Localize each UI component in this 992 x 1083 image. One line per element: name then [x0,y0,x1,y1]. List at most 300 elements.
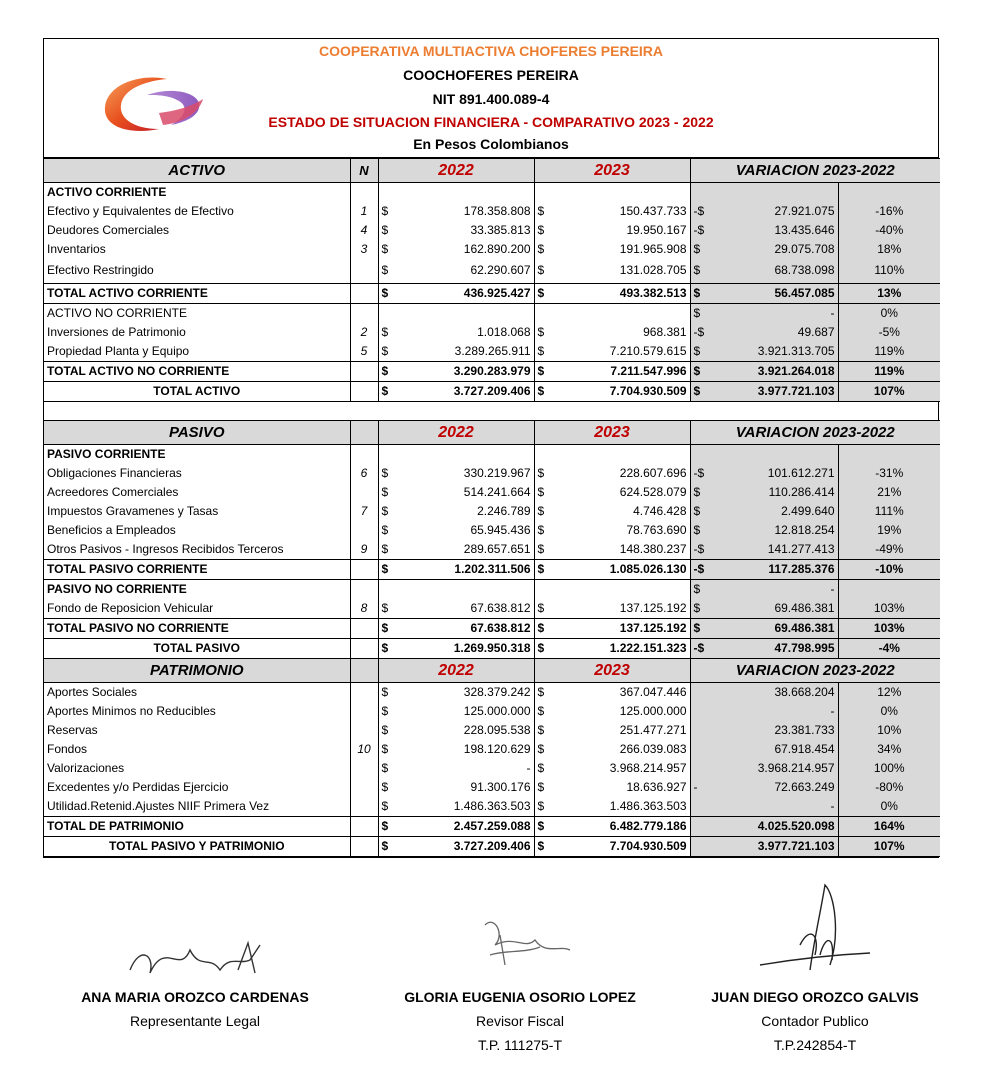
variation-percent: -16% [838,202,940,221]
currency-sign: $ [378,259,392,283]
value-2023: 493.382.513 [548,283,690,303]
signer-name: ANA MARIA OROZCO CARDENAS [81,989,309,1005]
variation-value: 67.918.454 [704,740,838,759]
variation-percent: 0% [838,702,940,721]
row-label: ACTIVO NO CORRIENTE [47,305,188,320]
note-number [350,836,378,856]
value-2023: 7.704.930.509 [548,836,690,856]
currency-sign: $ [378,342,392,362]
variation-value: 3.977.721.103 [704,381,838,401]
currency-sign: $ [378,502,392,521]
table-row [44,797,940,817]
signer-role: Representante Legal [130,1013,260,1029]
currency-sign: $ [378,759,392,778]
variation-percent: 119% [838,342,940,362]
row-label: Fondo de Reposicion Vehicular [47,600,214,615]
currency-sign: $ [690,303,704,323]
row-label: Inversiones de Patrimonio [47,324,186,339]
note-number: 9 [350,540,378,560]
note-number: 7 [350,502,378,521]
variation-value: 68.738.098 [704,259,838,283]
variation-value: 56.457.085 [704,283,838,303]
row-label: TOTAL ACTIVO [44,381,350,401]
value-2022: 436.925.427 [392,283,534,303]
org-name: COOPERATIVA MULTIACTIVA CHOFERES PEREIRA [318,43,664,59]
table-row [44,559,940,579]
currency-sign: $ [378,721,392,740]
value-2022: 514.241.664 [463,484,531,499]
table-row [44,521,940,540]
currency-sign: $ [690,283,704,303]
currency-sign: $ [378,702,392,721]
currency-sign: -$ [690,540,704,560]
variation-percent: -10% [838,559,940,579]
note-number [350,618,378,638]
note-number [350,283,378,303]
note-number [350,183,378,203]
variation-percent: 119% [838,361,940,381]
currency-sign: $ [534,483,548,502]
value-2022: 3.289.265.911 [454,343,531,358]
section-header-row [44,658,940,682]
section-title: PASIVO [44,420,350,444]
value-2022: 3.727.209.406 [392,836,534,856]
signature-block-legal-rep [60,915,330,1033]
value-2022: 2.457.259.088 [392,816,534,836]
table-row [44,381,940,401]
variation-header: VARIACION 2023-2022 [690,658,940,682]
currency-sign: $ [534,221,548,240]
value-2023: 18.636.927 [626,779,687,794]
table-row [44,444,940,464]
row-label: Aportes Sociales [47,684,138,699]
variation-value: 3.921.313.705 [704,342,838,362]
currency-sign: $ [378,381,392,401]
note-number [350,816,378,836]
currency-sign: $ [534,778,548,797]
table-row [44,816,940,836]
note-number [350,303,378,323]
currency-sign: $ [534,464,548,483]
currency-sign: $ [690,502,704,521]
value-2022: 65.945.436 [470,522,531,537]
value-2023: 7.211.547.996 [548,361,690,381]
value-2022: 1.018.068 [477,324,531,339]
variation-value: 13.435.646 [704,221,838,240]
row-label: TOTAL DE PATRIMONIO [44,816,350,836]
variation-percent: 19% [838,521,940,540]
currency-sign [690,702,704,721]
currency-sign: $ [690,618,704,638]
value-2023: 4.746.428 [633,503,687,518]
currency-sign: $ [378,599,392,619]
row-label: PASIVO NO CORRIENTE [47,581,187,596]
value-2022: 3.727.209.406 [392,381,534,401]
table-row [44,702,940,721]
row-label: Aportes Minimos no Reducibles [47,703,216,718]
currency-sign: -$ [690,221,704,240]
variation-percent: 13% [838,283,940,303]
org-short-name: COOCHOFERES PEREIRA [403,67,579,83]
note-number: 4 [350,221,378,240]
variation-percent: 34% [838,740,940,759]
row-label: Valorizaciones [47,760,125,775]
currency-sign: - [690,778,704,797]
currency-sign: $ [534,816,548,836]
section-title: ACTIVO [44,159,350,183]
currency-sign [690,816,704,836]
currency-sign: $ [378,740,392,759]
value-2022: 289.657.651 [463,541,531,556]
value-2022 [392,303,534,323]
variation-percent: 110% [838,259,940,283]
currency-sign: $ [534,502,548,521]
currency-sign: $ [690,342,704,362]
note-number: 1 [350,202,378,221]
value-2022: 1.486.363.503 [453,798,531,813]
currency-sign: $ [378,283,392,303]
currency-sign: $ [378,221,392,240]
table-row [44,303,940,323]
row-label: Beneficios a Empleados [47,522,176,537]
row-label: TOTAL ACTIVO CORRIENTE [44,283,350,303]
variation-value: - [704,702,838,721]
currency-sign: $ [690,381,704,401]
signer-role: Revisor Fiscal [476,1013,564,1029]
value-2023: 367.047.446 [619,684,687,699]
value-2022: 3.290.283.979 [392,361,534,381]
currency-sign: $ [378,836,392,856]
value-2023: 1.222.151.323 [548,638,690,658]
section-title: PATRIMONIO [44,658,350,682]
value-2023: 148.380.237 [619,541,687,556]
table-row [44,721,940,740]
currency-sign: $ [534,599,548,619]
table-row [44,361,940,381]
table-row [44,221,940,240]
row-label: Utilidad.Retenid.Ajustes NIIF Primera Vez [47,798,270,813]
row-label: Inventarios [47,242,106,256]
note-number: 10 [350,682,378,816]
value-2022: 228.095.538 [463,722,531,737]
currency-sign: $ [534,638,548,658]
note-number [350,579,378,599]
variation-percent: -40% [838,221,940,240]
currency-sign [378,303,392,323]
value-2022: 91.300.176 [470,779,531,794]
year-2023-header: 2023 [534,420,690,444]
currency-sign: -$ [690,464,704,483]
variation-value: 3.921.264.018 [704,361,838,381]
year-2022-header: 2022 [378,658,534,682]
note-column-header [350,658,378,682]
row-label: Fondos [47,741,88,756]
variation-percent: 0% [838,303,940,323]
currency-sign: $ [378,682,392,702]
value-2022: 198.120.629 [463,741,531,756]
signer-license: T.P.242854-T [773,1037,857,1053]
value-2023: 131.028.705 [619,263,687,278]
variation-percent: 100% [838,759,940,778]
variation-value: 49.687 [704,323,838,342]
variation-percent: -5% [838,323,940,342]
currency-sign: $ [378,521,392,540]
variation-value: 2.499.640 [704,502,838,521]
currency-sign: $ [534,682,548,702]
currency-sign: $ [690,521,704,540]
financial-statement-sheet [43,38,939,858]
value-2023: 968.381 [643,324,687,339]
value-2023: 137.125.192 [548,618,690,638]
currency-sign [534,303,548,323]
row-label: Deudores Comerciales [47,223,170,237]
table-row [44,638,940,658]
value-2023: 125.000.000 [619,703,687,718]
value-2023 [548,303,690,323]
note-column-header: N [350,159,378,183]
variation-value: 3.977.721.103 [704,836,838,856]
value-2022: 67.638.812 [392,618,534,638]
variation-percent: 111% [838,502,940,521]
note-number: 6 [350,464,378,483]
currency-sign: -$ [690,559,704,579]
currency-sign: $ [378,361,392,381]
value-2023: 6.482.779.186 [548,816,690,836]
row-label: TOTAL PASIVO NO CORRIENTE [44,618,350,638]
table-row [44,579,940,599]
currency-sign [690,836,704,856]
table-row [44,836,940,856]
currency-sign: $ [534,702,548,721]
variation-percent: 107% [838,836,940,856]
section-header-row [44,159,940,183]
variation-percent: 164% [838,816,940,836]
value-2023: 191.965.908 [619,242,687,256]
table-row [44,240,940,259]
variation-value: - [704,579,838,599]
variation-value: 12.818.254 [704,521,838,540]
currency-sign [690,797,704,817]
value-2023: 266.039.083 [619,741,687,756]
variation-header: VARIACION 2023-2022 [690,420,940,444]
variation-value: 47.798.995 [704,638,838,658]
variation-value: 69.486.381 [704,599,838,619]
signature-block-auditor [385,905,655,1057]
table-row [44,599,940,619]
report-header [44,39,938,158]
variation-header: VARIACION 2023-2022 [690,159,940,183]
value-2022: 62.290.607 [470,263,531,278]
value-2022: 67.638.812 [470,600,531,615]
note-column-header [350,420,378,444]
row-label: Propiedad Planta y Equipo [47,343,190,358]
currency-sign: $ [534,361,548,381]
note-number [350,483,378,502]
table-row [44,323,940,342]
handwritten-signature-icon [740,875,890,985]
note-number [350,444,378,464]
currency-sign: -$ [690,638,704,658]
row-label: TOTAL ACTIVO NO CORRIENTE [44,361,350,381]
currency-sign: $ [534,618,548,638]
handwritten-signature-icon [445,905,595,985]
variation-value: 27.921.075 [704,202,838,221]
currency-sign: $ [378,638,392,658]
currency-sign: $ [534,721,548,740]
variation-percent: 12% [838,682,940,702]
value-2022: 328.379.242 [463,684,531,699]
currency-sign: $ [378,540,392,560]
note-number [350,521,378,540]
row-label: Reservas [47,722,98,737]
currency-sign [690,740,704,759]
value-2023: 3.968.214.957 [609,760,687,775]
currency-sign: $ [534,381,548,401]
table-row [44,540,940,560]
currency-sign: $ [378,559,392,579]
year-2022-header: 2022 [378,159,534,183]
currency-sign: $ [690,483,704,502]
currency-sign [690,721,704,740]
table-row [44,483,940,502]
value-2023: 137.125.192 [619,600,687,615]
row-label: Excedentes y/o Perdidas Ejercicio [47,779,229,794]
signer-role: Contador Publico [761,1013,869,1029]
variation-percent: 21% [838,483,940,502]
value-2023: 228.607.696 [619,465,687,480]
value-2022: - [526,760,531,775]
table-row [44,740,940,759]
currency-sign: $ [378,202,392,221]
value-2023: 19.950.167 [626,223,687,237]
value-2023: 7.210.579.615 [609,343,687,358]
currency-sign [690,759,704,778]
note-number [350,381,378,401]
value-2023: 1.085.026.130 [548,559,690,579]
table-row [44,759,940,778]
currency-sign: $ [534,540,548,560]
variation-percent: 0% [838,797,940,817]
table-row [44,283,940,303]
value-2022: 1.202.311.506 [392,559,534,579]
value-2023: 150.437.733 [619,204,687,218]
variation-percent: 18% [838,240,940,259]
variation-value: 38.668.204 [704,682,838,702]
variation-value: 23.381.733 [704,721,838,740]
currency-sign: $ [378,483,392,502]
currency-sign: $ [534,259,548,283]
table-row [44,259,940,283]
row-label: Acreedores Comerciales [47,484,179,499]
value-2022: 162.890.200 [463,242,531,256]
variation-percent: 10% [838,721,940,740]
row-label: Efectivo Restringido [47,263,154,278]
value-2023: 78.763.690 [626,522,687,537]
handwritten-signature-icon [120,915,270,985]
signer-license: T.P. 111275-T [477,1037,563,1053]
currency-sign [690,682,704,702]
note-number: 2 [350,323,378,342]
variation-percent: -4% [838,638,940,658]
currency-note: En Pesos Colombianos [413,136,569,152]
row-label: TOTAL PASIVO [44,638,350,658]
table-row [44,682,940,702]
currency-sign: $ [378,464,392,483]
note-number [350,559,378,579]
currency-sign: $ [534,559,548,579]
value-2023: 624.528.079 [619,484,687,499]
row-label: TOTAL PASIVO Y PATRIMONIO [44,836,350,856]
row-label: Impuestos Gravamenes y Tasas [47,503,219,518]
note-number [350,259,378,283]
currency-sign: $ [690,599,704,619]
financial-table [44,158,940,857]
value-2022: 1.269.950.318 [392,638,534,658]
table-row [44,202,940,221]
table-row [44,778,940,797]
row-label: PASIVO CORRIENTE [47,446,166,461]
variation-value: 101.612.271 [704,464,838,483]
variation-percent: 103% [838,599,940,619]
variation-percent: -49% [838,540,940,560]
currency-sign: $ [534,342,548,362]
variation-value: 117.285.376 [704,559,838,579]
value-2022: 330.219.967 [463,465,531,480]
currency-sign: $ [534,740,548,759]
value-2023: 7.704.930.509 [548,381,690,401]
currency-sign: $ [378,240,392,259]
variation-percent: 107% [838,381,940,401]
variation-value: 141.277.413 [704,540,838,560]
table-row [44,183,940,203]
variation-value: 110.286.414 [704,483,838,502]
currency-sign: $ [378,816,392,836]
variation-value: - [704,797,838,817]
variation-value: 69.486.381 [704,618,838,638]
value-2022: 33.385.813 [470,223,531,237]
variation-percent: -31% [838,464,940,483]
currency-sign: $ [534,283,548,303]
variation-value: 3.968.214.957 [704,759,838,778]
variation-value: 72.663.249 [704,778,838,797]
currency-sign: $ [534,240,548,259]
currency-sign: -$ [690,202,704,221]
variation-value: - [704,303,838,323]
currency-sign: $ [690,579,704,599]
currency-sign: $ [534,521,548,540]
currency-sign: $ [534,797,548,817]
currency-sign: $ [378,323,392,342]
table-row [44,464,940,483]
year-2022-header: 2022 [378,420,534,444]
value-2023: 251.477.271 [619,722,687,737]
row-label: Otros Pasivos - Ingresos Recibidos Terceros [47,541,284,556]
table-row [44,618,940,638]
currency-sign: $ [690,361,704,381]
currency-sign: $ [534,202,548,221]
variation-percent: -80% [838,778,940,797]
variation-percent: 103% [838,618,940,638]
value-2022: 2.246.789 [477,503,531,518]
table-row [44,502,940,521]
year-2023-header: 2023 [534,159,690,183]
signer-name: JUAN DIEGO OROZCO GALVIS [711,989,919,1005]
value-2022: 178.358.808 [463,204,531,218]
variation-value: 29.075.708 [704,240,838,259]
value-2023: 1.486.363.503 [609,798,687,813]
currency-sign: $ [690,240,704,259]
row-label: Efectivo y Equivalentes de Efectivo [47,204,234,218]
